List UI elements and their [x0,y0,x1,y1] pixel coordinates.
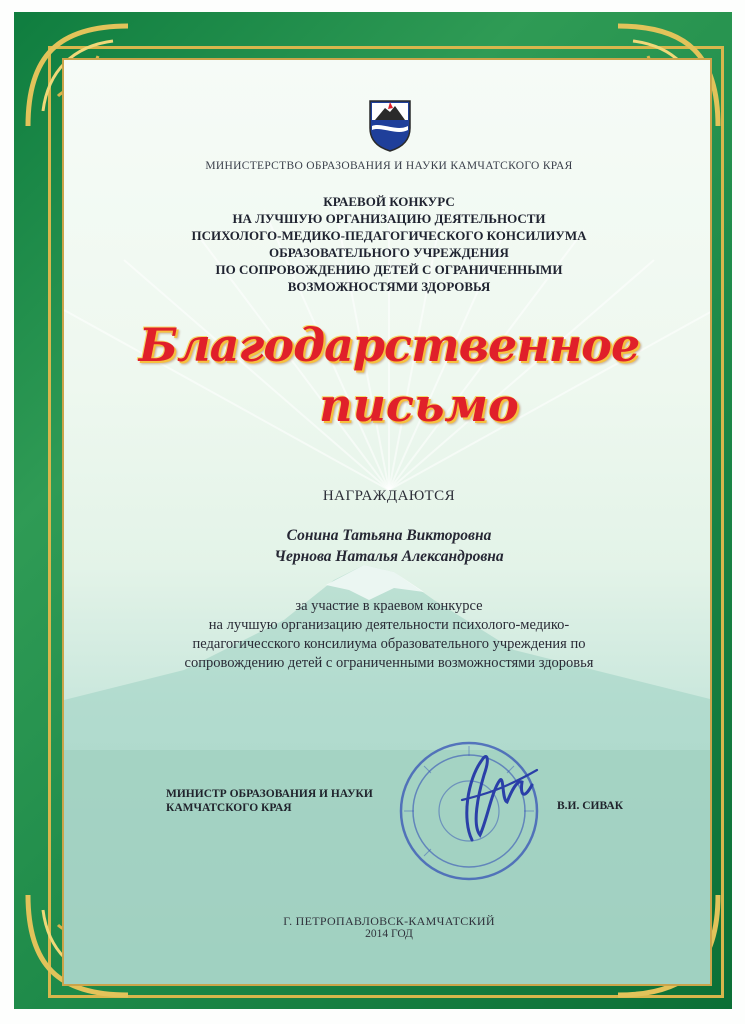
contest-title-line: КРАЕВОЙ КОНКУРС [323,194,455,209]
reason-line: сопровождению детей с ограниченными возможностями здоровья [184,655,594,671]
city-panorama [64,750,712,986]
certificate-title-line2: письмо [319,378,519,432]
signatory-position-line1: МИНИСТР ОБРАЗОВАНИЯ И НАУКИ [166,788,373,800]
recipient-name: Сонина Татьяна Викторовна [286,527,492,544]
ministry-name: МИНИСТЕРСТВО ОБРАЗОВАНИЯ И НАУКИ КАМЧАТСКОГО КРАЯ [205,160,573,172]
contest-title-line: НА ЛУЧШУЮ ОРГАНИЗАЦИЮ ДЕЯТЕЛЬНОСТИ [232,211,546,226]
issue-year: 2014 ГОД [365,928,413,940]
reason-line: педагогичесского консилиума образовательного учреждения по [192,636,586,652]
contest-title-line: ВОЗМОЖНОСТЯМИ ЗДОРОВЬЯ [287,279,491,294]
kamchatka-emblem [367,98,413,152]
contest-title-line: ПО СОПРОВОЖДЕНИЮ ДЕТЕЙ С ОГРАНИЧЕННЫМИ [215,262,563,277]
awarded-heading: НАГРАЖДАЮТСЯ [322,488,456,504]
signatory-position-line2: КАМЧАТСКОГО КРАЯ [166,802,292,814]
signatory-name: В.И. СИВАК [557,800,624,812]
certificate-inner-panel [62,58,712,986]
contest-title-line: ПСИХОЛОГО-МЕДИКО-ПЕДАГОГИЧЕСКОГО КОНСИЛИУМА [191,228,587,243]
reason-line: за участие в краевом конкурсе [295,598,483,614]
reason-line: на лучшую организацию деятельности психолого-медико- [208,617,570,633]
certificate-title-line1: Благодарственное [138,318,640,372]
green-ornamental-frame [14,12,732,1009]
recipient-name: Чернова Наталья Александровна [274,548,504,565]
issue-city: Г. ПЕТРОПАВЛОВСК-КАМЧАТСКИЙ [283,914,495,928]
handwritten-signature [442,740,542,850]
contest-title-line: ОБРАЗОВАТЕЛЬНОГО УЧРЕЖДЕНИЯ [269,245,509,260]
